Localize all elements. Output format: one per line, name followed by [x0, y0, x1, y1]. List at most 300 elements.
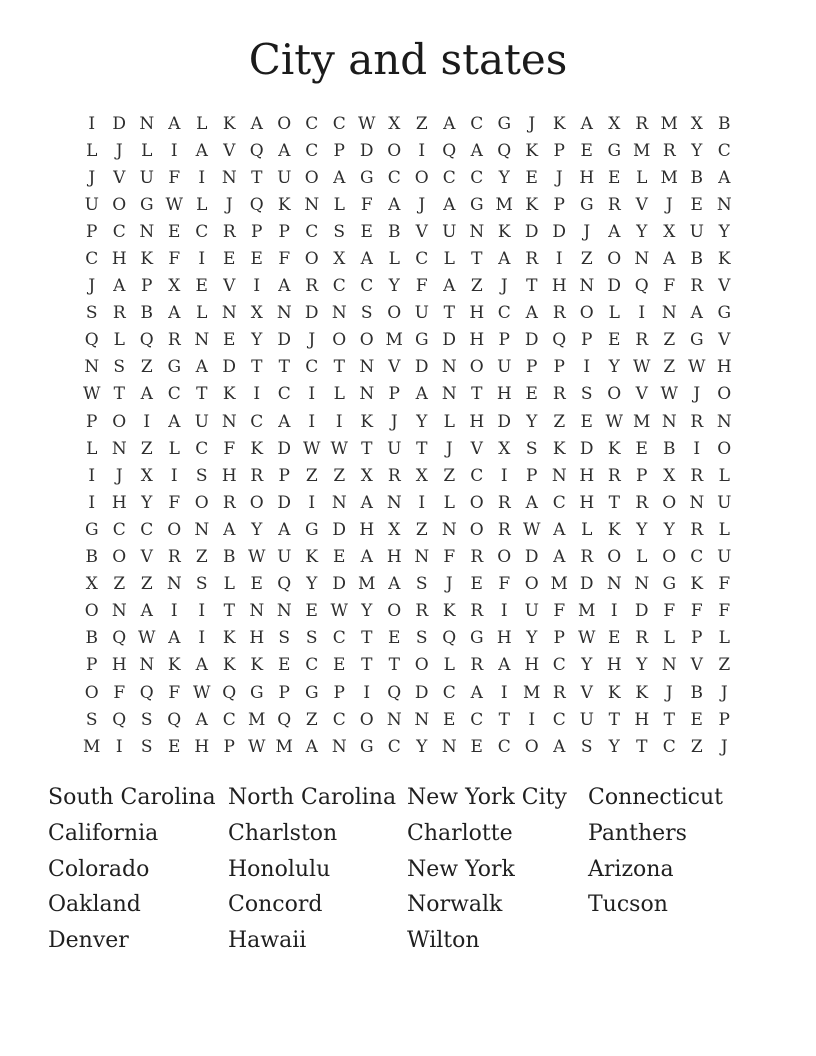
grid-cell: O: [359, 709, 374, 730]
grid-cell: O: [167, 519, 182, 540]
grid-cell: K: [607, 438, 621, 459]
grid-cell: T: [498, 709, 510, 730]
grid-cell: F: [553, 601, 566, 622]
grid-cell: S: [525, 438, 538, 459]
grid-cell: J: [115, 465, 123, 486]
grid-cell: J: [225, 194, 233, 215]
grid-cell: N: [84, 357, 100, 378]
grid-cell: Z: [470, 276, 483, 297]
grid-cell: K: [222, 113, 236, 134]
grid-cell: A: [360, 492, 373, 513]
word-list-column: [407, 780, 567, 959]
grid-cell: Q: [249, 194, 264, 215]
grid-cell: I: [170, 140, 178, 161]
grid-cell: Q: [442, 140, 457, 161]
grid-cell: R: [497, 519, 511, 540]
word-item: Oakland: [48, 892, 141, 918]
grid-cell: H: [551, 276, 567, 297]
grid-cell: H: [194, 736, 210, 757]
grid-cell: F: [278, 249, 291, 270]
grid-cell: P: [553, 357, 565, 378]
grid-cell: A: [168, 628, 181, 649]
grid-cell: M: [550, 574, 568, 595]
grid-cell: A: [195, 357, 208, 378]
grid-cell: R: [497, 492, 511, 513]
grid-cell: L: [443, 411, 455, 432]
grid-cell: E: [305, 601, 318, 622]
grid-cell: W: [633, 357, 651, 378]
grid-cell: P: [86, 221, 98, 242]
grid-cell: C: [112, 221, 126, 242]
grid-cell: I: [555, 249, 563, 270]
grid-cell: A: [443, 194, 456, 215]
word-item: South Carolina: [48, 785, 216, 810]
page-title: City and states: [248, 35, 568, 84]
grid-cell: K: [250, 438, 264, 459]
grid-cell: U: [442, 221, 457, 242]
grid-cell: I: [583, 357, 591, 378]
grid-cell: O: [414, 655, 429, 676]
grid-cell: P: [86, 655, 98, 676]
grid-cell: R: [690, 519, 704, 540]
grid-cell: Z: [553, 411, 566, 432]
grid-cell: J: [693, 384, 701, 405]
word-item: California: [48, 820, 159, 846]
grid-cell: I: [170, 465, 178, 486]
grid-cell: E: [443, 709, 456, 730]
grid-cell: P: [333, 140, 345, 161]
grid-cell: N: [414, 547, 430, 568]
grid-cell: E: [690, 194, 703, 215]
grid-cell: M: [578, 601, 596, 622]
grid-cell: P: [251, 221, 263, 242]
grid-cell: I: [610, 601, 618, 622]
grid-cell: N: [249, 601, 265, 622]
grid-cell: F: [168, 167, 181, 188]
grid-cell: O: [304, 167, 319, 188]
grid-cell: N: [139, 221, 155, 242]
grid-cell: A: [195, 655, 208, 676]
grid-cell: Y: [306, 574, 318, 595]
grid-cell: Y: [361, 601, 373, 622]
grid-cell: P: [278, 465, 290, 486]
grid-cell: T: [361, 438, 373, 459]
grid-cell: M: [248, 709, 266, 730]
grid-cell: C: [497, 736, 511, 757]
grid-cell: N: [551, 465, 567, 486]
grid-cell: Z: [580, 249, 593, 270]
grid-cell: C: [277, 384, 291, 405]
grid-cell: S: [85, 303, 98, 324]
grid-cell: Y: [608, 736, 620, 757]
grid-cell: E: [635, 438, 648, 459]
grid-cell: C: [140, 519, 154, 540]
grid-cell: E: [168, 221, 181, 242]
grid-cell: L: [113, 330, 125, 351]
grid-cell: P: [333, 682, 345, 703]
grid-cell: I: [198, 167, 206, 188]
grid-cell: A: [168, 411, 181, 432]
grid-cell: M: [660, 167, 678, 188]
grid-cell: Q: [552, 330, 567, 351]
grid-cell: N: [689, 492, 705, 513]
grid-cell: E: [223, 249, 236, 270]
grid-cell: N: [441, 519, 457, 540]
grid-cell: D: [524, 221, 539, 242]
grid-cell: E: [195, 276, 208, 297]
grid-cell: K: [140, 249, 154, 270]
grid-cell: K: [552, 113, 566, 134]
grid-cell: K: [497, 221, 511, 242]
grid-cell: J: [720, 736, 728, 757]
grid-cell: D: [442, 330, 457, 351]
grid-cell: I: [500, 465, 508, 486]
grid-cell: L: [443, 249, 455, 270]
grid-cell: V: [690, 655, 703, 676]
grid-cell: K: [222, 628, 236, 649]
grid-cell: B: [690, 167, 703, 188]
grid-cell: G: [497, 113, 512, 134]
grid-cell: L: [86, 438, 98, 459]
grid-cell: A: [525, 492, 538, 513]
grid-cell: D: [277, 330, 292, 351]
grid-cell: F: [168, 682, 181, 703]
grid-cell: B: [85, 547, 98, 568]
grid-cell: C: [470, 167, 484, 188]
grid-cell: A: [140, 384, 153, 405]
grid-cell: G: [469, 194, 484, 215]
grid-cell: E: [525, 167, 538, 188]
grid-cell: O: [359, 330, 374, 351]
grid-cell: Z: [333, 465, 346, 486]
grid-cell: O: [304, 249, 319, 270]
grid-cell: G: [167, 357, 182, 378]
grid-cell: L: [443, 655, 455, 676]
grid-cell: U: [414, 303, 429, 324]
grid-cell: C: [662, 736, 676, 757]
grid-cell: Q: [167, 709, 182, 730]
grid-cell: V: [470, 438, 483, 459]
grid-cell: K: [607, 682, 621, 703]
grid-cell: N: [276, 303, 292, 324]
grid-cell: Z: [415, 519, 428, 540]
grid-cell: Z: [663, 357, 676, 378]
grid-cell: T: [333, 357, 345, 378]
grid-cell: K: [222, 384, 236, 405]
grid-cell: S: [580, 736, 593, 757]
grid-cell: D: [414, 682, 429, 703]
grid-cell: F: [113, 682, 126, 703]
grid-cell: K: [360, 411, 374, 432]
grid-cell: L: [333, 194, 345, 215]
grid-cell: Q: [112, 709, 127, 730]
grid-cell: A: [278, 276, 291, 297]
grid-cell: E: [608, 330, 621, 351]
grid-cell: A: [250, 113, 263, 134]
grid-cell: H: [221, 465, 237, 486]
grid-cell: O: [112, 411, 127, 432]
grid-cell: R: [250, 465, 264, 486]
grid-cell: O: [112, 194, 127, 215]
grid-cell: P: [278, 221, 290, 242]
grid-cell: P: [691, 628, 703, 649]
grid-cell: O: [469, 492, 484, 513]
grid-cell: L: [86, 140, 98, 161]
grid-cell: G: [662, 574, 677, 595]
grid-cell: Y: [141, 492, 153, 513]
grid-cell: Y: [636, 655, 648, 676]
grid-cell: Z: [140, 574, 153, 595]
grid-cell: O: [84, 601, 99, 622]
grid-cell: C: [222, 709, 236, 730]
grid-cell: L: [718, 519, 730, 540]
grid-cell: R: [552, 384, 566, 405]
grid-cell: K: [690, 574, 704, 595]
grid-cell: M: [633, 411, 651, 432]
grid-cell: I: [418, 492, 426, 513]
grid-cell: W: [248, 736, 266, 757]
grid-cell: D: [359, 140, 374, 161]
grid-cell: W: [138, 628, 156, 649]
grid-cell: R: [552, 303, 566, 324]
grid-cell: K: [305, 547, 319, 568]
grid-cell: C: [305, 140, 319, 161]
grid-cell: P: [388, 384, 400, 405]
grid-cell: A: [470, 682, 483, 703]
grid-cell: L: [443, 492, 455, 513]
grid-cell: M: [633, 140, 651, 161]
grid-cell: W: [303, 438, 321, 459]
grid-cell: R: [607, 465, 621, 486]
grid-cell: C: [195, 221, 209, 242]
grid-cell: E: [580, 411, 593, 432]
grid-cell: K: [250, 655, 264, 676]
grid-cell: E: [168, 736, 181, 757]
grid-cell: F: [443, 547, 456, 568]
grid-cell: I: [143, 411, 151, 432]
grid-cell: F: [718, 574, 731, 595]
grid-cell: C: [470, 113, 484, 134]
grid-cell: L: [608, 303, 620, 324]
grid-cell: N: [331, 303, 347, 324]
grid-cell: F: [223, 438, 236, 459]
grid-cell: A: [415, 384, 428, 405]
grid-cell: C: [360, 276, 374, 297]
grid-cell: H: [524, 655, 540, 676]
grid-cell: L: [636, 167, 648, 188]
grid-cell: J: [720, 682, 728, 703]
grid-cell: P: [526, 465, 538, 486]
grid-cell: D: [607, 276, 622, 297]
grid-cell: N: [441, 384, 457, 405]
grid-cell: U: [579, 709, 594, 730]
grid-cell: K: [525, 140, 539, 161]
grid-cell: X: [140, 465, 153, 486]
grid-cell: O: [607, 249, 622, 270]
grid-cell: I: [88, 113, 96, 134]
grid-cell: Y: [526, 411, 538, 432]
grid-cell: I: [500, 682, 508, 703]
grid-cell: C: [470, 709, 484, 730]
grid-cell: Z: [305, 465, 318, 486]
grid-cell: O: [277, 113, 292, 134]
grid-cell: R: [690, 465, 704, 486]
grid-cell: F: [718, 601, 731, 622]
word-item: Wilton: [407, 928, 480, 954]
grid-cell: X: [388, 519, 401, 540]
grid-cell: E: [470, 736, 483, 757]
grid-cell: S: [360, 303, 373, 324]
grid-cell: C: [85, 249, 99, 270]
grid-cell: P: [553, 194, 565, 215]
grid-cell: H: [716, 357, 732, 378]
grid-cell: T: [278, 357, 290, 378]
grid-cell: N: [661, 303, 677, 324]
grid-cell: P: [498, 330, 510, 351]
grid-cell: O: [387, 601, 402, 622]
grid-cell: O: [497, 547, 512, 568]
grid-cell: E: [690, 709, 703, 730]
grid-cell: K: [635, 682, 649, 703]
grid-cell: A: [278, 519, 291, 540]
grid-cell: H: [469, 411, 485, 432]
grid-cell: G: [359, 167, 374, 188]
grid-cell: L: [581, 519, 593, 540]
grid-cell: N: [221, 411, 237, 432]
grid-cell: Y: [636, 519, 648, 540]
grid-cell: X: [690, 113, 703, 134]
grid-cell: E: [360, 221, 373, 242]
grid-cell: Z: [718, 655, 731, 676]
grid-cell: R: [525, 249, 539, 270]
grid-cell: H: [634, 709, 650, 730]
grid-cell: W: [83, 384, 101, 405]
grid-cell: C: [167, 384, 181, 405]
grid-cell: C: [442, 167, 456, 188]
grid-cell: K: [442, 601, 456, 622]
grid-cell: K: [717, 249, 731, 270]
grid-cell: M: [385, 330, 403, 351]
grid-cell: J: [665, 682, 673, 703]
grid-cell: Q: [84, 330, 99, 351]
grid-cell: C: [470, 465, 484, 486]
grid-cell: R: [470, 655, 484, 676]
grid-cell: H: [469, 303, 485, 324]
grid-cell: T: [416, 438, 428, 459]
word-item: Norwalk: [407, 892, 503, 918]
grid-cell: Y: [663, 519, 675, 540]
grid-cell: R: [222, 221, 236, 242]
grid-cell: I: [198, 249, 206, 270]
word-item: Tucson: [588, 892, 668, 918]
grid-cell: P: [553, 628, 565, 649]
grid-cell: H: [579, 465, 595, 486]
grid-cell: W: [688, 357, 706, 378]
grid-cell: C: [250, 411, 264, 432]
grid-cell: A: [360, 547, 373, 568]
grid-cell: V: [635, 194, 648, 215]
grid-cell: X: [333, 249, 346, 270]
grid-cell: B: [690, 249, 703, 270]
grid-cell: J: [500, 276, 508, 297]
grid-cell: N: [469, 221, 485, 242]
grid-cell: S: [305, 628, 318, 649]
grid-cell: I: [308, 411, 316, 432]
grid-cell: A: [168, 113, 181, 134]
grid-cell: F: [415, 276, 428, 297]
grid-cell: N: [386, 492, 402, 513]
grid-cell: O: [249, 492, 264, 513]
grid-cell: J: [88, 167, 96, 188]
grid-cell: R: [112, 303, 126, 324]
grid-cell: D: [277, 492, 292, 513]
grid-cell: O: [387, 140, 402, 161]
grid-cell: D: [414, 357, 429, 378]
grid-cell: S: [415, 574, 428, 595]
grid-cell: J: [445, 438, 453, 459]
grid-cell: Z: [305, 709, 318, 730]
grid-cell: T: [471, 249, 483, 270]
grid-cell: I: [88, 465, 96, 486]
grid-cell: O: [524, 736, 539, 757]
grid-cell: C: [497, 303, 511, 324]
grid-cell: X: [498, 438, 511, 459]
grid-cell: M: [660, 113, 678, 134]
grid-cell: H: [359, 519, 375, 540]
grid-cell: Y: [251, 519, 263, 540]
grid-cell: Z: [140, 438, 153, 459]
grid-cell: C: [305, 357, 319, 378]
grid-cell: X: [388, 113, 401, 134]
grid-cell: R: [305, 276, 319, 297]
word-list-column: [588, 780, 723, 923]
grid-cell: Y: [581, 655, 593, 676]
grid-cell: S: [333, 221, 346, 242]
grid-cell: A: [718, 167, 731, 188]
grid-cell: R: [222, 492, 236, 513]
word-item: Arizona: [588, 856, 674, 882]
grid-cell: R: [635, 330, 649, 351]
grid-cell: G: [304, 682, 319, 703]
grid-cell: N: [386, 709, 402, 730]
grid-cell: A: [278, 411, 291, 432]
grid-cell: I: [170, 601, 178, 622]
grid-cell: S: [113, 357, 126, 378]
grid-cell: G: [414, 330, 429, 351]
grid-cell: H: [606, 655, 622, 676]
grid-cell: Z: [195, 547, 208, 568]
grid-cell: A: [360, 249, 373, 270]
grid-cell: U: [524, 601, 539, 622]
grid-cell: A: [690, 303, 703, 324]
grid-cell: Z: [113, 574, 126, 595]
grid-cell: X: [608, 113, 621, 134]
grid-cell: I: [308, 384, 316, 405]
grid-cell: N: [359, 357, 375, 378]
grid-cell: P: [86, 411, 98, 432]
grid-cell: V: [580, 682, 593, 703]
grid-cell: W: [523, 519, 541, 540]
word-item: Honolulu: [228, 856, 331, 882]
grid-cell: N: [111, 438, 127, 459]
grid-cell: H: [111, 655, 127, 676]
grid-cell: N: [634, 574, 650, 595]
grid-cell: N: [716, 411, 732, 432]
grid-cell: U: [139, 167, 154, 188]
grid-cell: E: [250, 574, 263, 595]
grid-cell: N: [166, 574, 182, 595]
grid-cell: W: [248, 547, 266, 568]
